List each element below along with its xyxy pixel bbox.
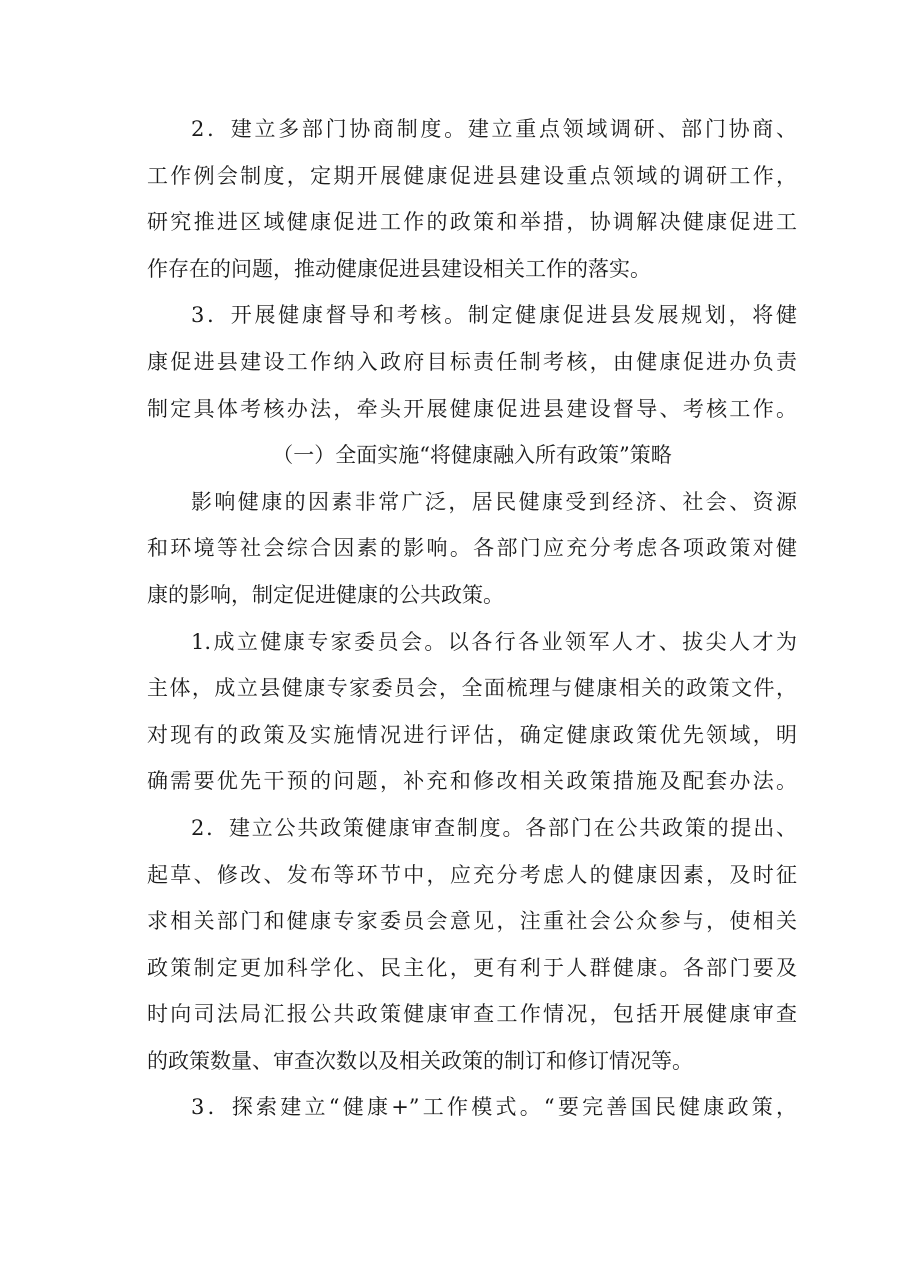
paragraph-line: 1.成立健康专家委员会。以各行各业领军人才、拔尖人才为 [191, 629, 797, 654]
paragraph-line: 3．开展健康督导和考核。制定健康促进县发展规划，将健 [191, 303, 797, 328]
paragraph-line: 3．探索建立“健康+”工作模式。“要完善国民健康政策， [191, 1095, 797, 1120]
paragraph-line: 时向司法局汇报公共政策健康审查工作情况，包括开展健康审查 [147, 1002, 797, 1027]
paragraph-line: 确需要优先干预的问题，补充和修改相关政策措施及配套办法。 [147, 769, 797, 794]
document-body [147, 106, 797, 1131]
paragraph-line: 影响健康的因素非常广泛，居民健康受到经济、社会、资源 [191, 489, 797, 514]
paragraph-line: 的政策数量、审查次数以及相关政策的制订和修订情况等。 [147, 1048, 693, 1073]
paragraph-line: 对现有的政策及实施情况进行评估，确定健康政策优先领域，明 [147, 722, 797, 747]
paragraph-line: 和环境等社会综合因素的影响。各部门应充分考虑各项政策对健 [147, 536, 797, 561]
paragraph-line: 康的影响，制定促进健康的公共政策。 [147, 582, 504, 607]
paragraph-line: 康促进县建设工作纳入政府目标责任制考核，由健康促进办负责 [147, 349, 797, 374]
paragraph-line: 政策制定更加科学化、民主化，更有利于人群健康。各部门要及 [147, 955, 797, 980]
paragraph-line: 2．建立多部门协商制度。建立重点领域调研、部门协商、 [191, 117, 797, 141]
paragraph-line: 工作例会制度，定期开展健康促进县建设重点领域的调研工作， [147, 163, 797, 188]
paragraph-line: 研究推进区域健康促进工作的政策和举措，协调解决健康促进工 [147, 210, 797, 235]
paragraph-line: 求相关部门和健康专家委员会意见，注重社会公众参与，使相关 [147, 909, 797, 934]
section-heading: （一）全面实施“将健康融入所有政策”策略 [272, 443, 672, 468]
paragraph-line: 主体，成立县健康专家委员会，全面梳理与健康相关的政策文件， [147, 676, 797, 701]
paragraph-line: 制定具体考核办法，牵头开展健康促进县建设督导、考核工作。 [147, 396, 797, 421]
paragraph-line: 2．建立公共政策健康审查制度。各部门在公共政策的提出、 [191, 815, 797, 840]
paragraph-line: 起草、修改、发布等环节中，应充分考虑人的健康因素，及时征 [147, 862, 797, 887]
paragraph-line: 作存在的问题，推动健康促进县建设相关工作的落实。 [147, 256, 651, 281]
